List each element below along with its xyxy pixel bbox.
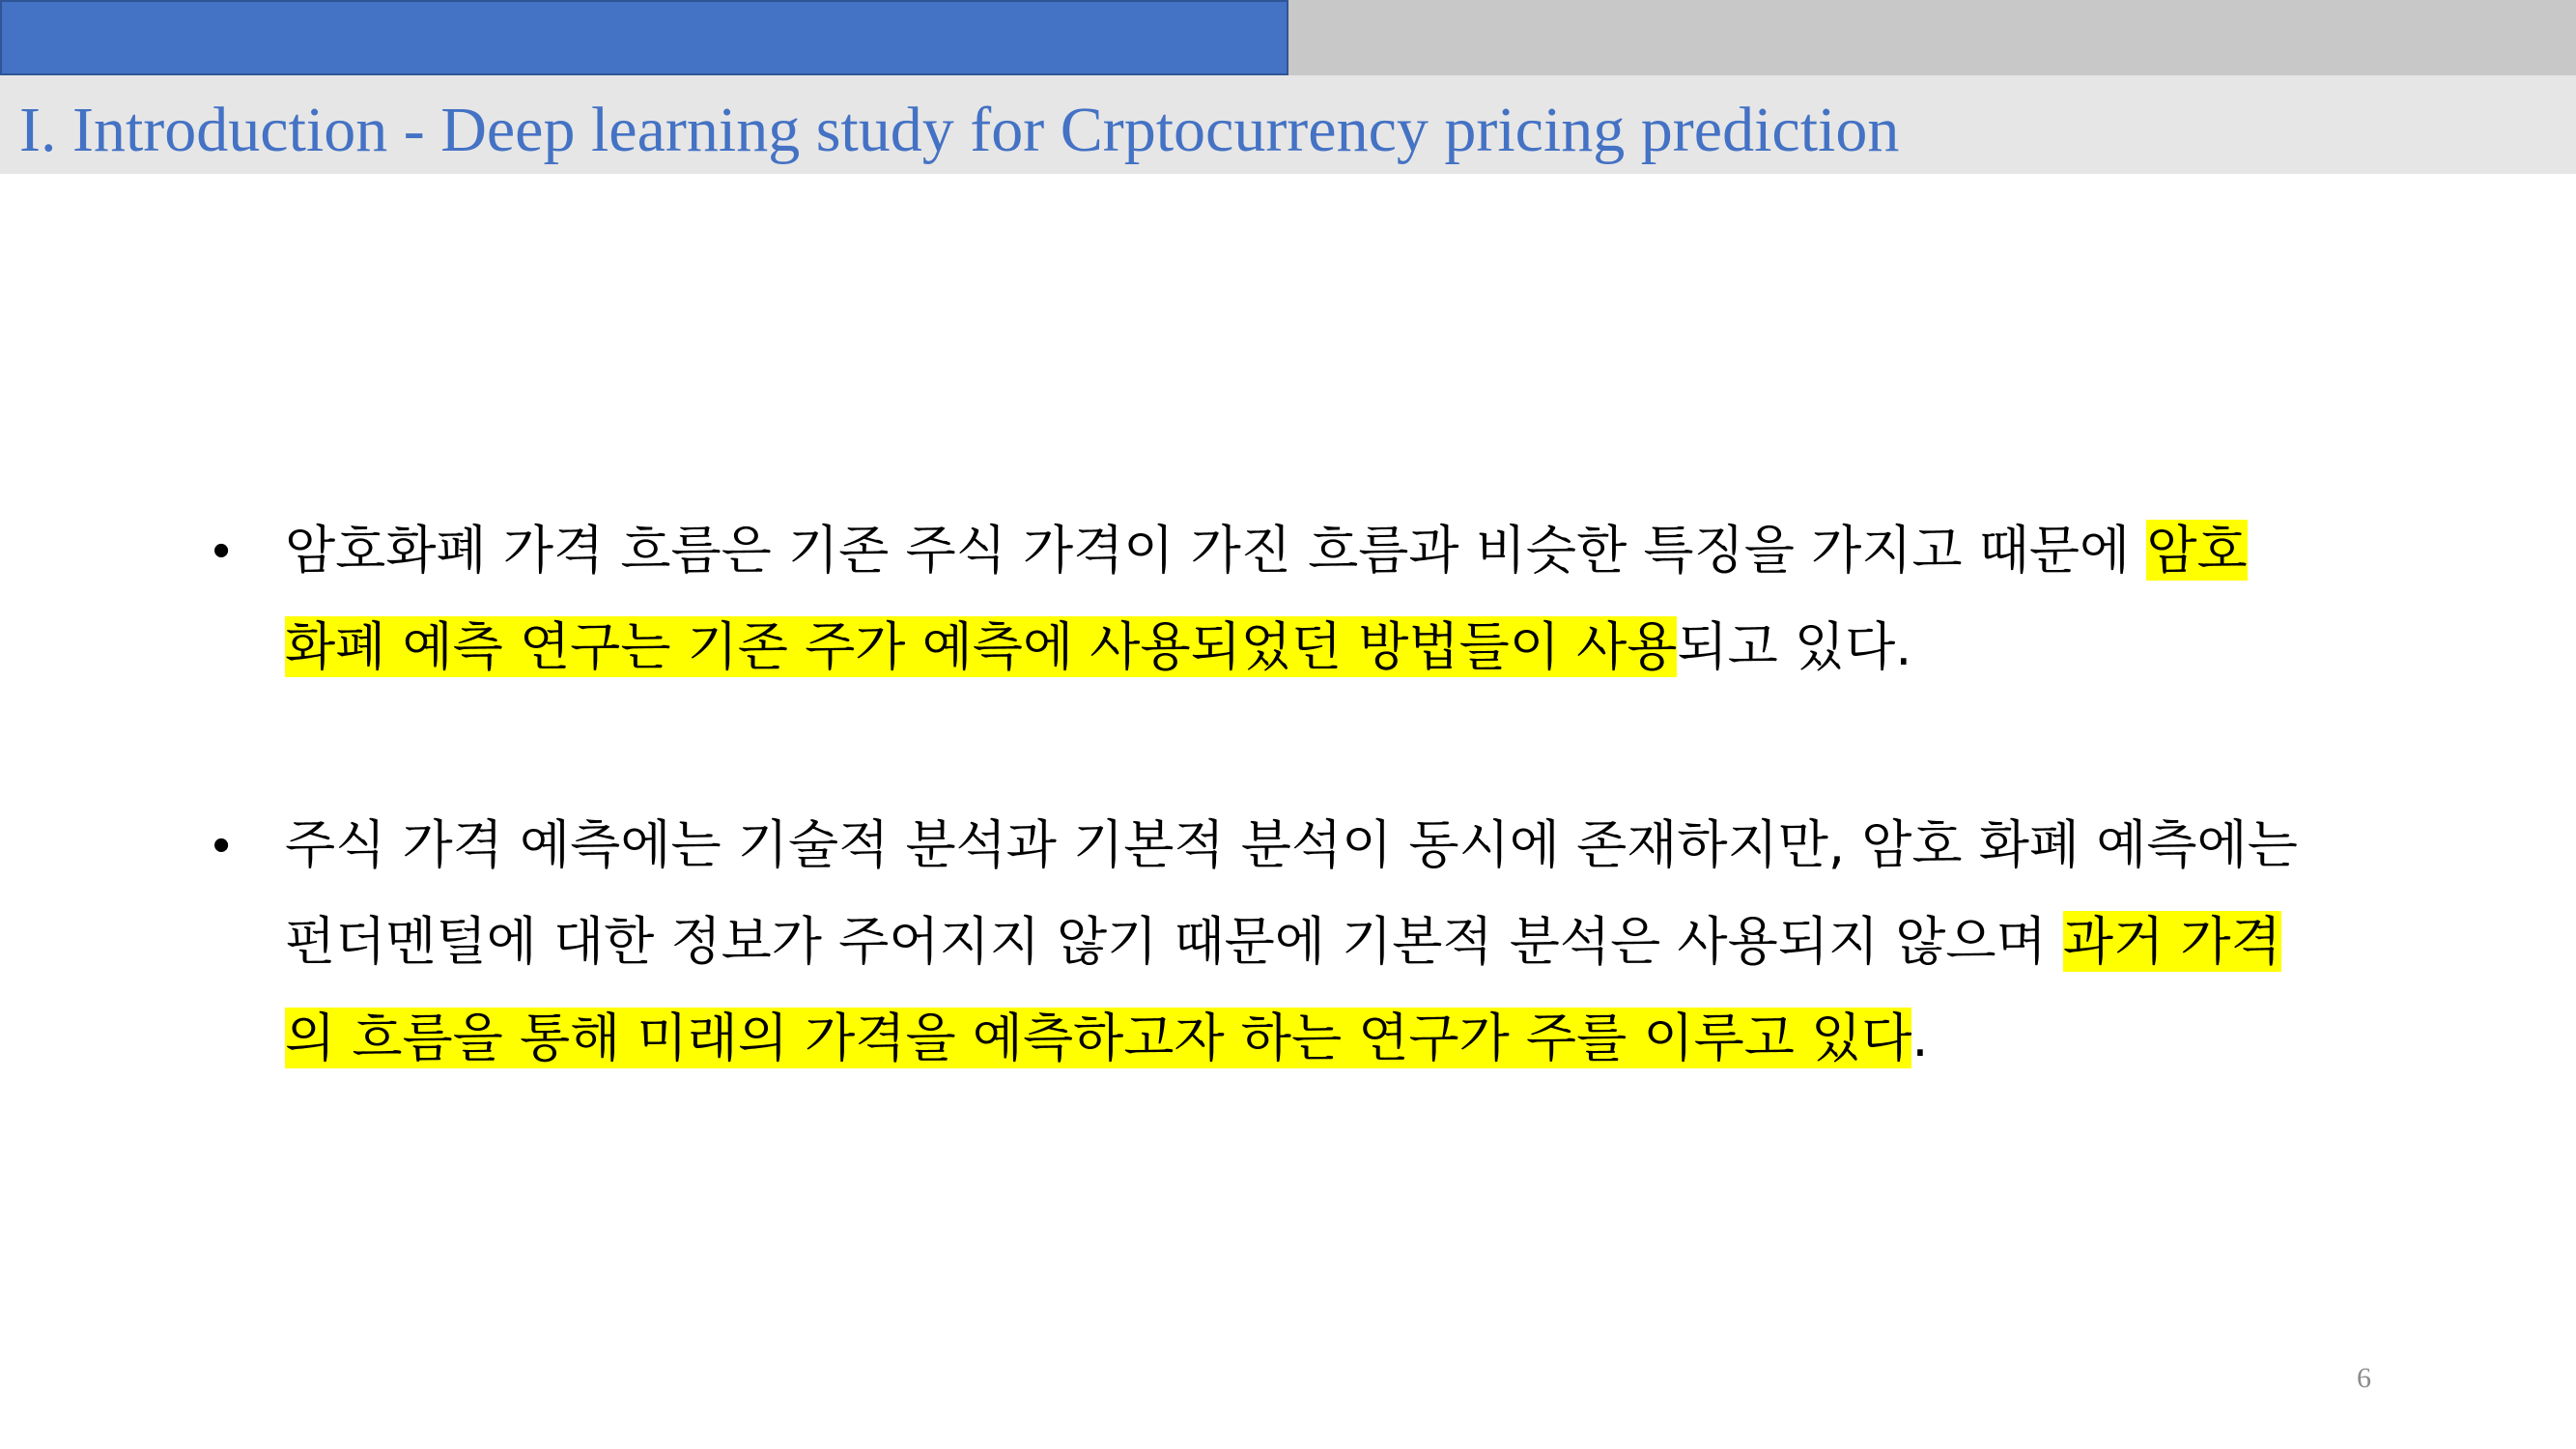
bullet-text-plain: 주식 가격 예측에는 기술적 분석과 기본적 분석이 동시에 존재하지만, 암호 화폐 예측에는 펀더멘털에 대한 정보가 주어지지 않기 때문에 기본적 분석은 사용되지 않으며 [285,814,2298,972]
bullet-dot-icon: • [212,817,231,873]
bullet-dot-icon: • [212,523,231,579]
page-number: 6 [2357,1362,2371,1394]
slide-title: I. Introduction - Deep learning study for Crptocurrency pricing prediction [19,95,1900,165]
bullet-text-plain: 암호화폐 가격 흐름은 기존 주식 가격이 가진 흐름과 비슷한 특징을 가지고 때문에 [285,520,2147,581]
header-accent-bar [0,0,1288,75]
bullet-text-highlight: 과거 가격의 흐름을 통해 미래의 가격을 예측하고자 하는 연구가 주를 이루고 있다 [285,911,2281,1068]
header-gray-bar [1288,0,2576,75]
bullet-text [285,502,2313,696]
bullet-text-highlight: 암호 화폐 예측 연구는 기존 주가 예측에 사용되었던 방법들이 사용 [285,520,2248,677]
bullet-text-plain: 되고 있다. [1677,616,1912,677]
bullet-text-plain: . [1911,1008,1929,1068]
bullet-text [285,797,2313,1087]
